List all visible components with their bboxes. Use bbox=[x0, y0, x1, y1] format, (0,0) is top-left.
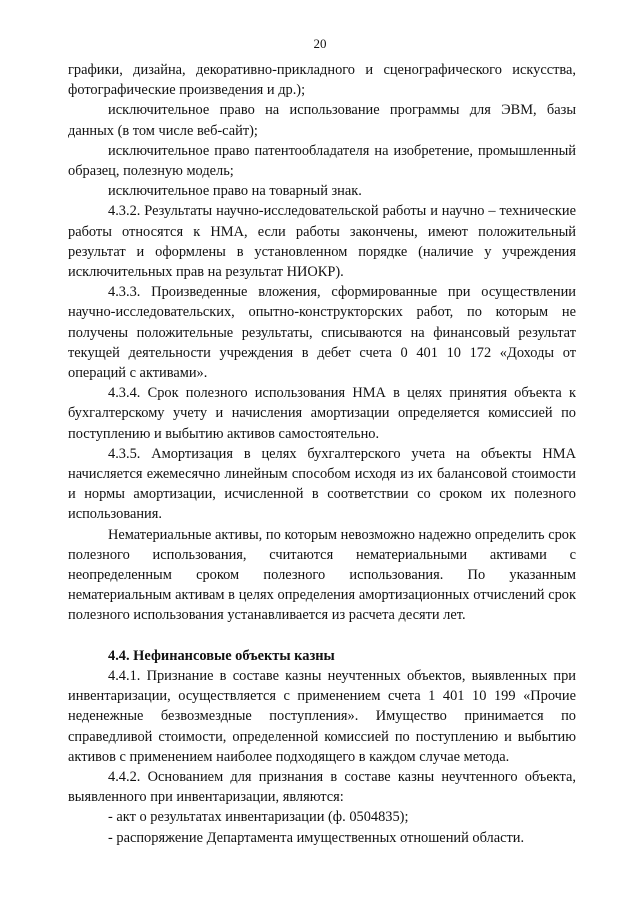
section-heading: 4.4. Нефинансовые объекты казны bbox=[108, 647, 335, 664]
section-gap bbox=[68, 626, 576, 646]
paragraph: исключительное право на товарный знак. bbox=[108, 183, 362, 200]
list-item: - распоряжение Департамента имущественных отношений области. bbox=[108, 829, 525, 846]
paragraph: исключительное право на использование программы для ЭВМ, базы данных (в том числе веб-сайт); bbox=[68, 102, 576, 139]
document-body bbox=[68, 60, 576, 848]
paragraph: 4.4.2. Основанием для признания в составе казны неучтенного объекта, выявленного при инвентаризации, являются: bbox=[68, 768, 576, 806]
paragraph: графики, дизайна, декоративно-прикладного и сценографического искусства, фотографические произведения и др.); bbox=[68, 62, 576, 99]
page-number: 20 bbox=[313, 36, 327, 51]
paragraph: Нематериальные активы, по которым невозможно надежно определить срок полезного использования, считаются нематериальными активами с неопределенным сроком полезного использования. По указанным нематериальным активам в целях определения амортизационных отчислений срок полезного использования устанавливается из расчета десяти лет. bbox=[68, 526, 576, 624]
paragraph: 4.3.3. Произведенные вложения, сформированные при осуществлении научно-исследовательских, опытно-конструкторских работ, по которым не получены положительные результаты, списываются на финансовый результат текущей деятельности учреждения в дебет счета 0 401 10 172 «Доходы от операций с активами». bbox=[68, 284, 576, 382]
paragraph: исключительное право патентообладателя на изобретение, промышленный образец, полезную модель; bbox=[68, 142, 576, 180]
paragraph: 4.3.4. Срок полезного использования НМА в целях принятия объекта к бухгалтерскому учету и начисления амортизации определяется комиссией по поступлению и выбытию активов самостоятельно. bbox=[68, 385, 576, 442]
list-item: - акт о результатах инвентаризации (ф. 0504835); bbox=[108, 809, 409, 826]
paragraph: 4.3.2. Результаты научно-исследовательской работы и научно – технические работы относятся к НМА, если работы закончены, имеют положительный результат и оформлены в установленном порядке (наличие у учреждения исключительных прав на результат НИОКР). bbox=[68, 203, 576, 281]
paragraph: 4.3.5. Амортизация в целях бухгалтерского учета на объекты НМА начисляется ежемесячно линейным способом исходя из их балансовой стоимости и нормы амортизации, исчисленной в соответствии со сроком их полезного использования. bbox=[68, 445, 576, 523]
paragraph: 4.4.1. Признание в составе казны неучтенных объектов, выявленных при инвентаризации, осуществляется с применением счета 1 401 10 199 «Прочие неденежные безвозмездные поступления». Имущество принимается по справедливой стоимости, определенной комиссией по поступлению и выбытию активов с применением наиболее подходящего в каждом случае метода. bbox=[68, 667, 576, 765]
